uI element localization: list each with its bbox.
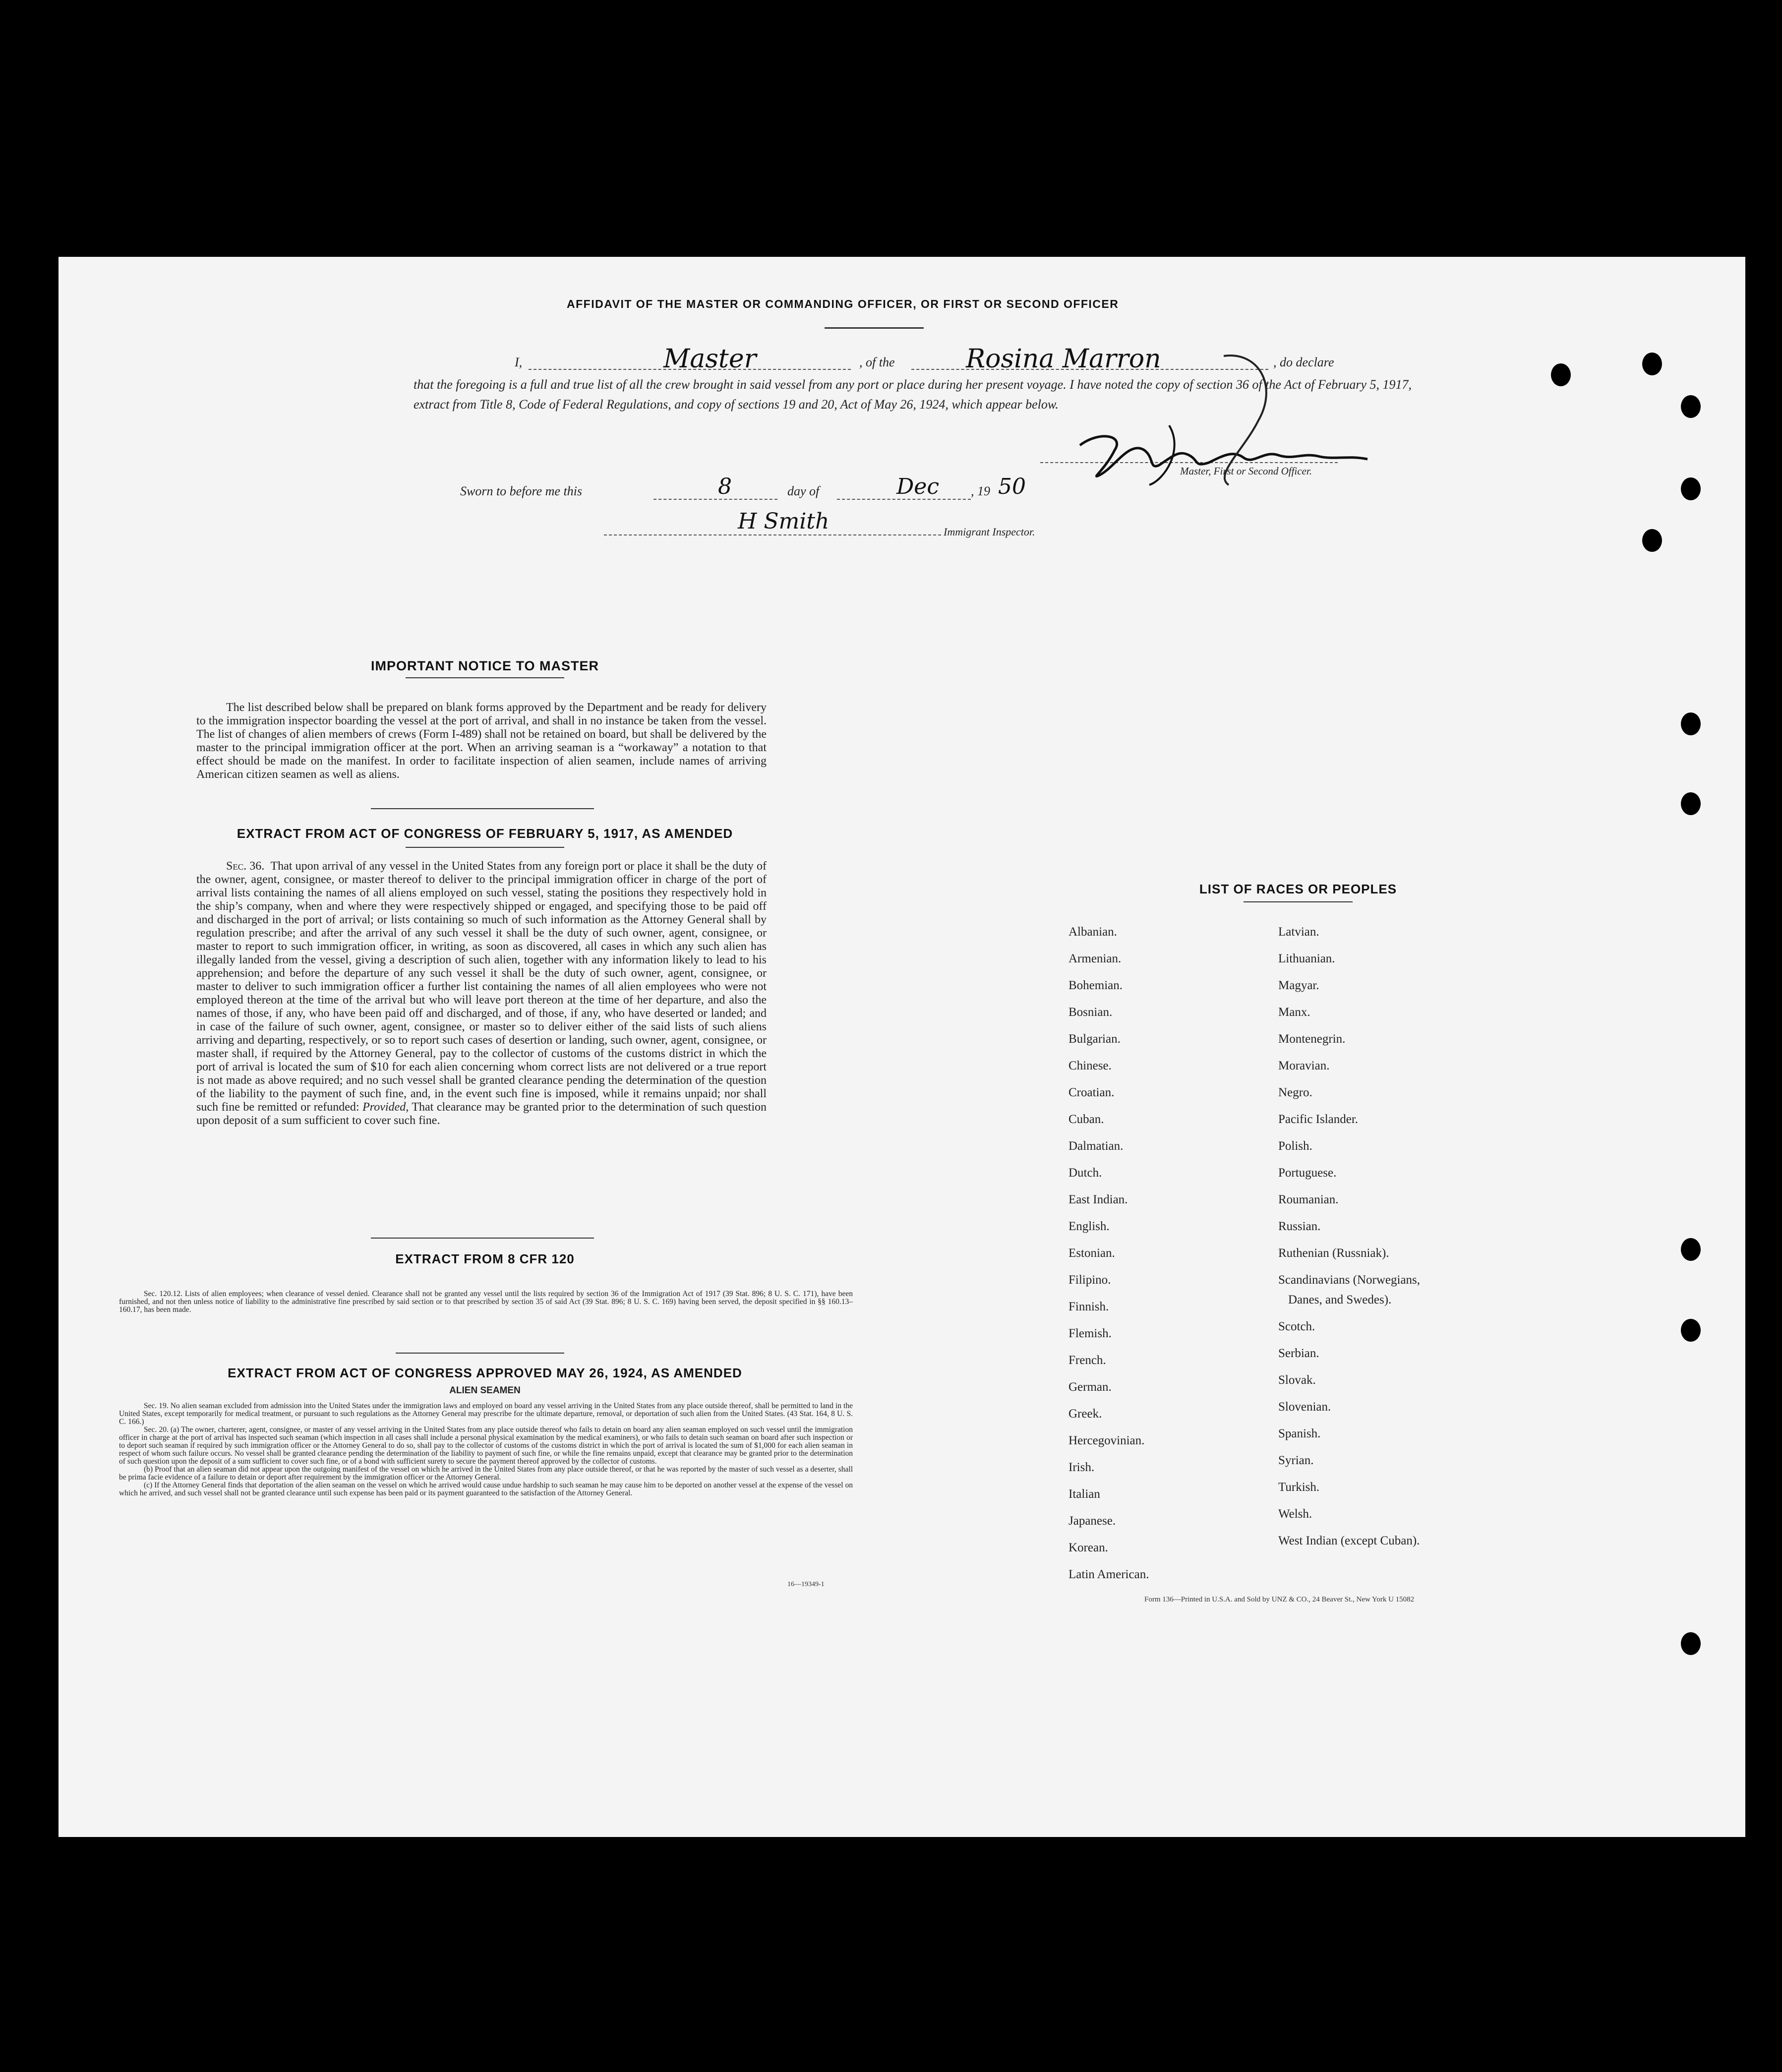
- section-divider: [371, 808, 594, 809]
- race-item: Pacific Islander.: [1278, 1113, 1359, 1126]
- punch-hole: [1681, 712, 1701, 735]
- race-item: Slovenian.: [1278, 1400, 1331, 1414]
- race-item: Bosnian.: [1069, 1006, 1113, 1019]
- sec-20c-text: (c) If the Attorney General finds that deportation of the alien seaman on the vessel on which he arrived would cause undue hardship to such seaman he may cause him to be deported on another vessel at the expense of the vessel on which he arrived, and such vessel shall not be granted clearance until such expense has been paid or its payment guaranteed to the satisfaction of the Attorney General.: [119, 1481, 853, 1497]
- notice-body: The list described below shall be prepared on blank forms approved by the Department and be ready for delivery to the immigration inspector boarding the vessel at the port of arrival, and shall in no instance be taken from the vessel. The list of changes of alien members of crews (Form I-489) shall not be retained on board, but shall be delivered by the master to the principal immigration officer at the port. When an arriving seaman is a “workaway” a notation to that effect should be made on the manifest. In order to facilitate inspection of alien seamen, include names of arriving American citizen seamen as well as aliens.: [196, 701, 767, 781]
- race-item: Moravian.: [1278, 1059, 1330, 1072]
- rank-handwritten: Master: [663, 344, 757, 374]
- signer-caption: Master, First or Second Officer.: [1180, 465, 1312, 477]
- form-sheet: [59, 257, 1745, 1837]
- race-item: Korean.: [1069, 1541, 1108, 1554]
- race-item: Hercegovinian.: [1069, 1434, 1145, 1447]
- race-item: Italian: [1069, 1487, 1100, 1501]
- punch-hole: [1642, 529, 1662, 552]
- punch-hole: [1681, 1632, 1701, 1655]
- punch-hole: [1681, 1319, 1701, 1342]
- race-item: Chinese.: [1069, 1059, 1112, 1072]
- race-item: Japanese.: [1069, 1514, 1116, 1528]
- race-item: French.: [1069, 1354, 1106, 1367]
- race-item: Polish.: [1278, 1139, 1312, 1153]
- race-item: Montenegrin.: [1278, 1032, 1346, 1046]
- sec-20a-text: Sec. 20. (a) The owner, charterer, agent, consignee, or master of any vessel arriving in the United States from any place outside thereof who fails to detain on board any alien seaman employed on such vessel until the immigration officer in charge at the port of arrival has inspected such seaman (which inspection in all cases shall include a personal physical examination by the medical examiners), or who fails to detain such seaman on board after such inspection or to deport such seaman if required by such immigration officer or the Attorney General to do so, shall pay to the collector of customs of the customs district in which the port of arrival is located the sum of $1,000 for each alien seaman in respect of whom such failure occurs. No vessel shall be granted clearance pending the determination of the liability to payment of such fine, or while the fine remains unpaid, except that clearance may be granted prior to the determination of such question upon the deposit of a sum sufficient to cover such fine, or of a bond with sufficient surety to secure the payment thereof approved by the collector of customs.: [119, 1425, 853, 1466]
- race-item: Lithuanian.: [1278, 952, 1335, 965]
- race-item: Bohemian.: [1069, 979, 1123, 992]
- races-title: LIST OF RACES OR PEOPLES: [1199, 882, 1397, 896]
- race-item: Albanian.: [1069, 925, 1117, 939]
- section-divider-3: [396, 1353, 564, 1354]
- month-handwritten: Dec: [896, 474, 939, 499]
- print-code: 16—19349-1: [787, 1581, 825, 1588]
- race-item: Russian.: [1278, 1220, 1321, 1233]
- race-item: Spanish.: [1278, 1427, 1321, 1440]
- do-declare-label: , do declare: [1273, 355, 1334, 369]
- race-item: Latin American.: [1069, 1568, 1149, 1581]
- sec-36-label: Sec. 36.: [226, 860, 265, 873]
- inspector-caption: Immigrant Inspector.: [944, 526, 1035, 538]
- notice-title: IMPORTANT NOTICE TO MASTER: [371, 658, 599, 673]
- race-item: Croatian.: [1069, 1086, 1115, 1099]
- punch-hole: [1681, 477, 1701, 500]
- race-item: Portuguese.: [1278, 1166, 1337, 1180]
- proviso-text: That clearance may be granted prior to the determination of such question upon deposit of a sum sufficient to cover such fine.: [196, 1101, 767, 1127]
- race-item: Greek.: [1069, 1407, 1102, 1421]
- punch-hole: [1681, 1238, 1701, 1261]
- extract-cfr-body: Sec. 120.12. Lists of alien employees; when clearance of vessel denied. Clearance shall not be granted any vessel until the lists required by section 36 of the Immigration Act of 1917 (39 Stat. 896; 8 U. S. C. 171), have been furnished, and not then unless notice of liability to the administrative fine prescribed by said section or to that prescribed by section 35 of said Act (39 Stat. 896; 8 U. S. C. 169) having been served, the deposit specified in §§ 160.13–160.17, has been made.: [119, 1290, 853, 1314]
- sec-19-text: Sec. 19. No alien seaman excluded from admission into the United States under the immigration laws and employed on board any vessel arriving in the United States from any place outside thereof, shall be permitted to land in the United States, except temporarily for medical treatment, or pursuant to such regulations as the Attorney General may prescribe for the ultimate departure, removal, or deportation of such alien from the United States. (43 Stat. 164, 8 U. S. C. 166.): [119, 1402, 853, 1426]
- punch-hole: [1642, 353, 1662, 375]
- race-item: Welsh.: [1278, 1507, 1312, 1521]
- day-blank-line: [653, 499, 777, 500]
- extract-cfr-title: EXTRACT FROM 8 CFR 120: [395, 1251, 575, 1266]
- race-item: Magyar.: [1278, 979, 1319, 992]
- race-item: Syrian.: [1278, 1454, 1314, 1467]
- i-label: I,: [515, 355, 523, 369]
- race-item: Roumanian.: [1278, 1193, 1339, 1206]
- proviso-label: Provided,: [362, 1101, 409, 1114]
- race-item: Latvian.: [1278, 925, 1319, 939]
- inspector-handwritten: H Smith: [738, 509, 830, 534]
- affidavit-title: AFFIDAVIT OF THE MASTER OR COMMANDING OFFICER, OR FIRST OR SECOND OFFICER: [567, 297, 1119, 310]
- extract-1924-title: EXTRACT FROM ACT OF CONGRESS APPROVED MAY 26, 1924, AS AMENDED: [228, 1365, 742, 1380]
- sworn-line: [460, 474, 1154, 504]
- race-item: Dalmatian.: [1069, 1139, 1124, 1153]
- race-item: Manx.: [1278, 1006, 1310, 1019]
- inspector-signature-line: [604, 534, 941, 535]
- race-item: Bulgarian.: [1069, 1032, 1121, 1046]
- race-item: Finnish.: [1069, 1300, 1109, 1313]
- sec-20b-text: (b) Proof that an alien seaman did not appear upon the outgoing manifest of the vessel on which he arrived in the United States from any place outside thereof, or that he was reported by the master of such vessel as a deserter, shall be prima facie evidence of a failure to detain or deport after requirement by the immigration officer or the Attorney General.: [119, 1465, 853, 1481]
- race-item: German.: [1069, 1380, 1112, 1394]
- pen-stroke-mark: [1184, 346, 1283, 495]
- race-item: Negro.: [1278, 1086, 1312, 1099]
- race-item: East Indian.: [1069, 1193, 1128, 1206]
- extract-1917-rule: [406, 847, 564, 848]
- section-divider-2: [371, 1238, 594, 1239]
- affidavit-body: that the foregoing is a full and true list of all the crew brought in said vessel from any port or place during her present voyage. I have noted the copy of section 36 of the Act of February 5, 1917, extract from Title 8, Code of Federal Regulations, and copy of sections 19 and 20, Act of May 26, 1924, which appear below.: [414, 377, 1412, 412]
- form-note: Form 136—Printed in U.S.A. and Sold by UNZ & CO., 24 Beaver St., New York U 15082: [1144, 1596, 1415, 1603]
- race-item: Flemish.: [1069, 1327, 1112, 1340]
- race-item: Cuban.: [1069, 1113, 1104, 1126]
- race-item: Serbian.: [1278, 1347, 1319, 1360]
- race-item: English.: [1069, 1220, 1110, 1233]
- race-item: Dutch.: [1069, 1166, 1102, 1180]
- notice-title-rule: [406, 677, 564, 678]
- extract-1917-title: EXTRACT FROM ACT OF CONGRESS OF FEBRUARY 5, 1917, AS AMENDED: [237, 826, 733, 841]
- extract-1924-subtitle: ALIEN SEAMEN: [449, 1385, 521, 1396]
- race-item: Filipino.: [1069, 1273, 1111, 1287]
- year-handwritten: 50: [998, 474, 1026, 499]
- year-prefix: , 19: [971, 484, 990, 498]
- vessel-name-handwritten: Rosina Marron: [966, 344, 1161, 374]
- day-handwritten: 8: [718, 474, 732, 499]
- sec-36-text: That upon arrival of any vessel in the United States from any foreign port or place it shall be the duty of the owner, agent, consignee, or master thereof to deliver to the principal immigration officer in charge of the port of arrival lists containing the names of all aliens employed on such vessel, stating the positions they respectively hold in the ship’s company, when and where they were respectively shipped or engaged, and specifying those to be paid off and discharged in the port of arrival; or lists containing so much of such information as the Attorney General shall by regulation prescribe; and after the arrival of any such vessel it shall be the duty of such owner, agent, consignee, or master to report to such immigration officer, in writing, as soon as discovered, all cases in which any such alien has illegally landed from the vessel, giving a description of such alien, together with any information likely to lead to his apprehension; and before the departure of any such vessel it shall be the duty of such owner, agent, consignee, or master to deliver to such immigration officer a further list containing the names of all alien employees who were not employed thereon at the time of the arrival but who will leave port thereon at the time of her departure, and also the names of those, if any, who have been paid off and discharged, and of those, if any, who have deserted or landed; and in case of the failure of such owner, agent, consignee, or master so to deliver either of the said lists of such aliens arriving and departing, respectively, or so to report such cases of desertion or landing, such owner, agent, consignee, or master shall, if required by the Attorney General, pay to the collector of customs of the customs district in which the port of arrival is located the sum of $10 for each alien concerning whom correct lists are not delivered or a true report is not made as above required; and no such vessel shall be granted clearance pending the determination of the question of the liability to the payment of such fine, and, in the event such fine is imposed, while it remains unpaid; nor shall such fine be remitted or refunded:: [196, 860, 767, 1114]
- extract-1917-body: [196, 860, 767, 1127]
- race-item: Slovak.: [1278, 1373, 1316, 1387]
- punch-hole: [1681, 395, 1701, 418]
- punch-hole: [1551, 363, 1571, 386]
- race-item: Danes, and Swedes).: [1288, 1293, 1392, 1306]
- punch-hole: [1681, 792, 1701, 815]
- race-item: Irish.: [1069, 1461, 1095, 1474]
- race-item: Armenian.: [1069, 952, 1122, 965]
- races-title-rule: [1244, 901, 1353, 902]
- day-of-label: day of: [787, 484, 820, 498]
- race-item: Scotch.: [1278, 1320, 1315, 1333]
- of-the-label: , of the: [859, 355, 895, 369]
- race-item: Turkish.: [1278, 1480, 1320, 1494]
- title-rule: [825, 327, 924, 329]
- sworn-label: Sworn to before me this: [460, 484, 583, 498]
- extract-1924-body: [119, 1402, 853, 1497]
- race-item: Estonian.: [1069, 1246, 1115, 1260]
- race-item: Scandinavians (Norwegians,: [1278, 1273, 1421, 1287]
- race-item: Ruthenian (Russniak).: [1278, 1246, 1389, 1260]
- race-item: West Indian (except Cuban).: [1278, 1534, 1420, 1547]
